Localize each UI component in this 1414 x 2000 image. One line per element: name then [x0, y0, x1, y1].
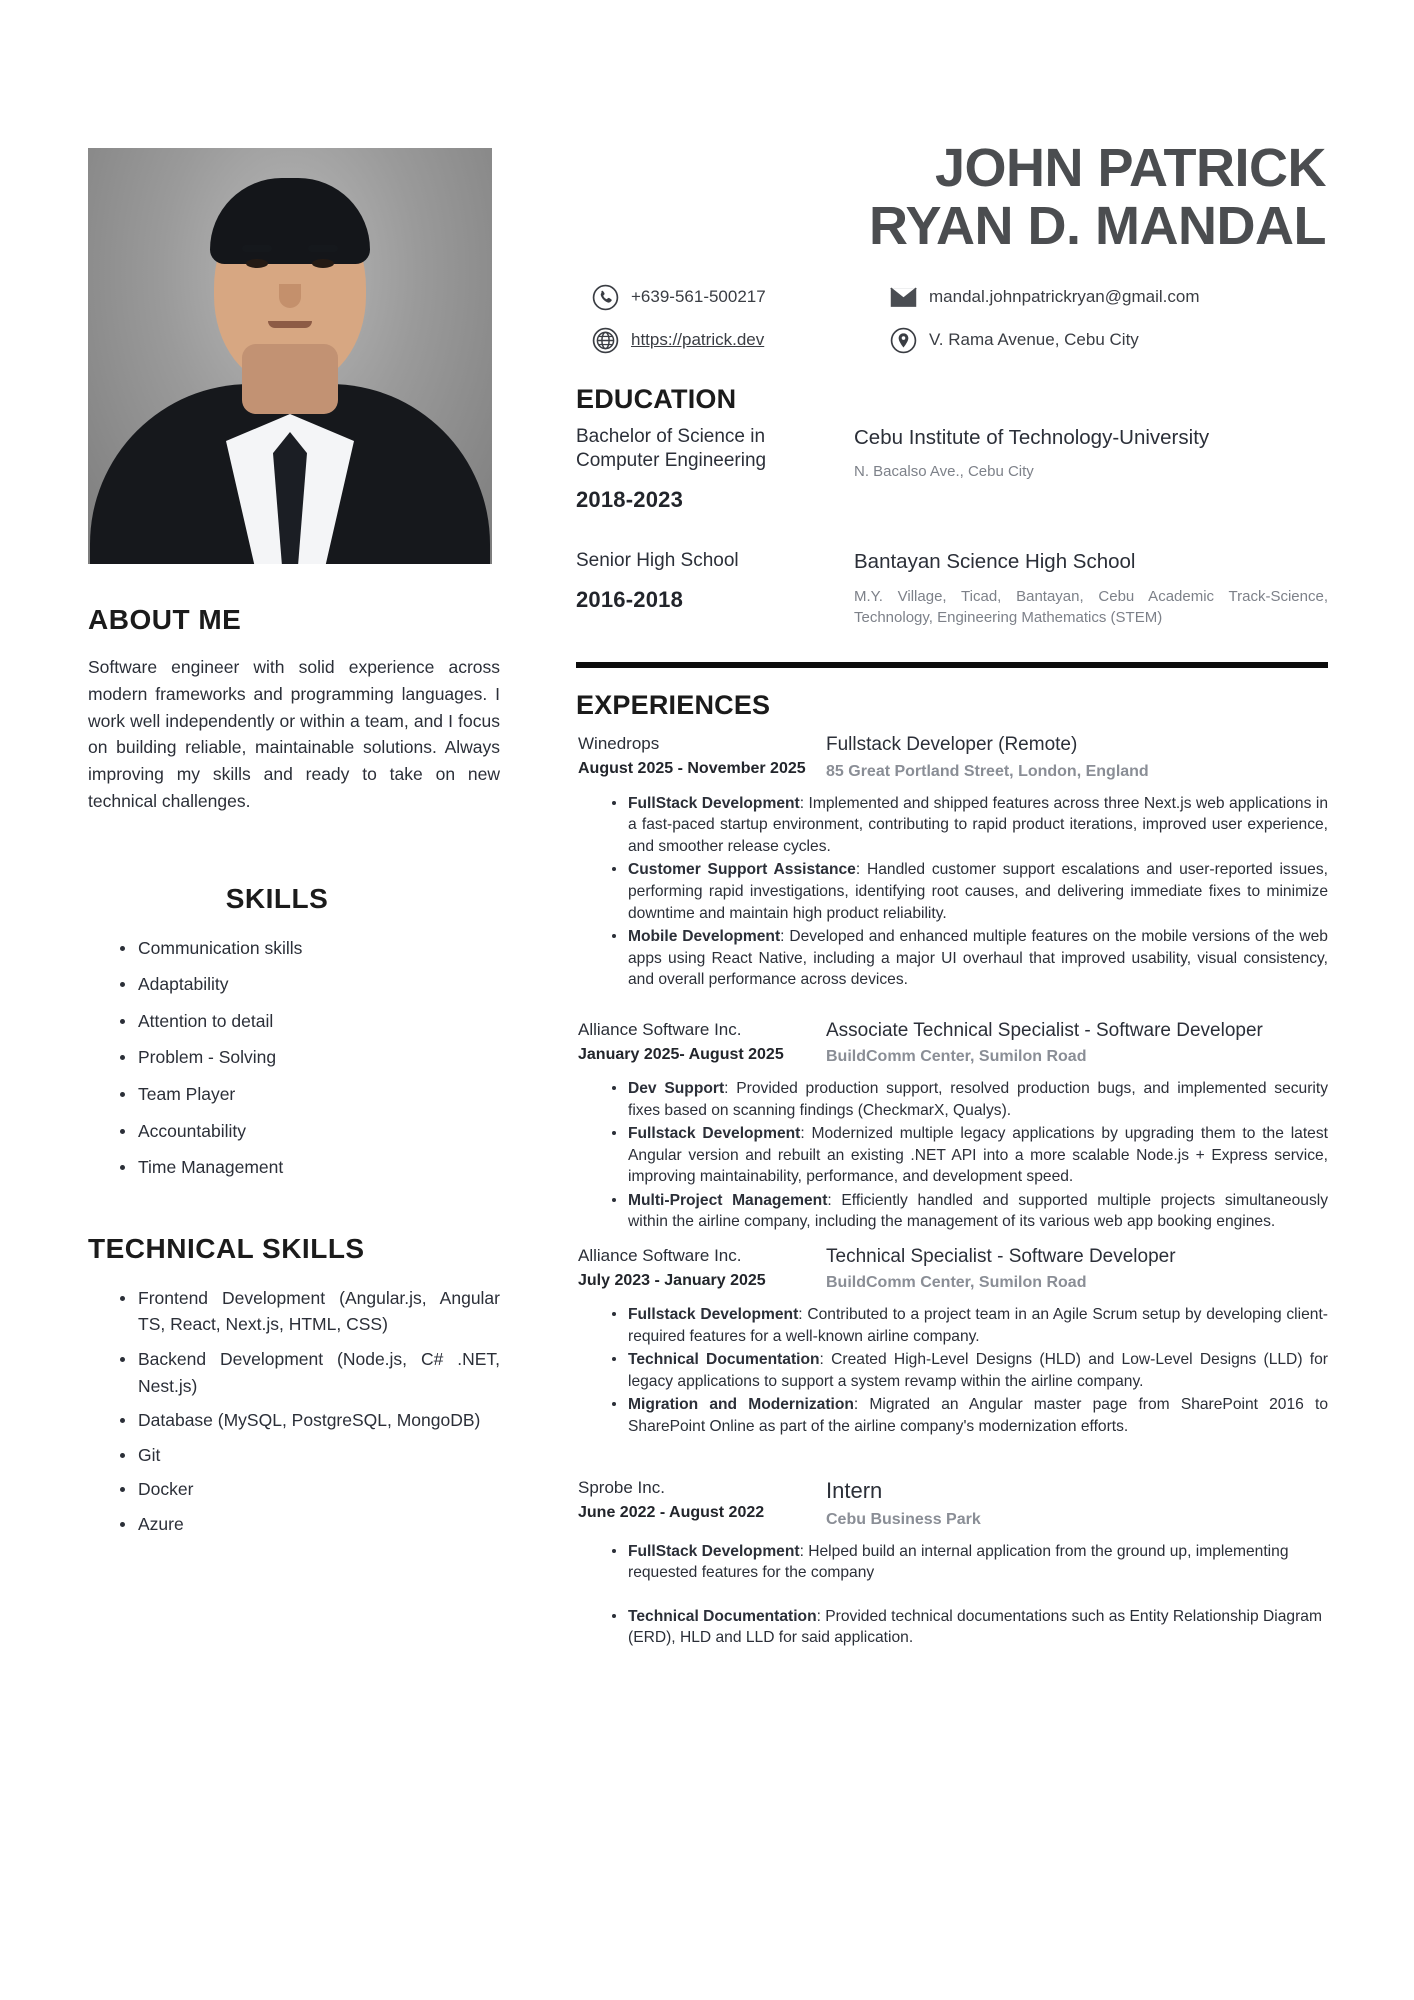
bullet-sep: :: [724, 1080, 737, 1098]
bullet-text: Provided technical documentations such as Entity Relationship Diagram (ERD), HLD and LLD for said application.: [628, 1607, 1322, 1647]
experience-company: Winedrops: [578, 734, 660, 754]
email-icon: [890, 284, 917, 311]
photo-neck: [242, 344, 338, 414]
experience-location: Cebu Business Park: [826, 1510, 981, 1528]
bullet-sep: :: [800, 1125, 812, 1143]
list-item: Azure: [120, 1511, 500, 1538]
photo-eye-right: [312, 259, 334, 268]
bullet-sep: :: [819, 1351, 832, 1369]
contact-email: [890, 284, 1328, 311]
bullet-text: Developed and enhanced multiple features on the mobile versions of the web apps using React Native, including a major UI overhaul that improved usability, visual consistency, and overall performance across devices.: [628, 928, 1328, 989]
bullet-label: Mobile Development: [628, 928, 781, 946]
experience-bullets-3: [576, 1304, 1328, 1437]
bullet-label: Fullstack Development: [628, 1306, 799, 1324]
contact-info: [576, 284, 1328, 354]
section-divider: [576, 662, 1328, 668]
list-item: [612, 1078, 1328, 1121]
bullet-sep: :: [780, 928, 790, 946]
bullet-label: FullStack Development: [628, 1542, 800, 1560]
bullet-label: Dev Support: [628, 1080, 725, 1098]
spacer: [576, 1439, 1328, 1465]
experience-dates: July 2023 - January 2025: [578, 1271, 766, 1289]
bullet-sep: :: [816, 1607, 826, 1625]
bullet-sep: :: [827, 1191, 842, 1209]
profile-photo: [88, 148, 492, 564]
experience-location: 85 Great Portland Street, London, England: [826, 763, 1149, 781]
contact-address-text: V. Rama Avenue, Cebu City: [929, 330, 1139, 350]
name-line-1: JOHN PATRICK: [934, 138, 1326, 198]
list-item: Communication skills: [120, 935, 500, 962]
bullet-label: Customer Support Assistance: [628, 861, 856, 879]
phone-icon: [592, 284, 619, 311]
bullet-text: Handled customer support escalations and user-reported issues, performing rapid investigations, identifying root causes, and delivering immediate fixes to minimize downtime and maintain high product reliability.: [628, 861, 1328, 922]
bullet-text: Efficiently handled and supported multiple projects simultaneously within the airline company, including the management of its various web app booking engines.: [628, 1191, 1329, 1231]
bullet-sep: :: [798, 1306, 808, 1324]
experience-header-2: [576, 1019, 1328, 1069]
photo-hair: [210, 178, 370, 264]
skills-list: [88, 935, 500, 1181]
experience-bullets-4: [576, 1541, 1328, 1649]
experience-header-3: [576, 1245, 1328, 1295]
contact-website-text[interactable]: https://patrick.dev: [631, 330, 765, 350]
list-item: [612, 1394, 1328, 1437]
about-me-text: Software engineer with solid experience across modern frameworks and programming languages. I work well independently or within a team, and I focus on building reliable, maintainable solutions. Always improving my skills and ready to take on new technical challenges.: [88, 657, 500, 811]
location-pin-icon: [890, 327, 917, 354]
contact-website[interactable]: [592, 327, 890, 354]
contact-phone: [592, 284, 890, 311]
experience-left-3: [578, 1245, 816, 1295]
experience-dates: August 2025 - November 2025: [578, 760, 806, 778]
photo-eye-left: [246, 259, 268, 268]
experiences-heading: EXPERIENCES: [576, 690, 771, 721]
education-years: 2016-2018: [576, 587, 684, 613]
experience-left-1: [578, 733, 816, 783]
list-item: Problem - Solving: [120, 1044, 500, 1071]
bullet-sep: :: [799, 1542, 809, 1560]
education-right-1: [854, 425, 1328, 514]
technical-skills-list: [88, 1285, 500, 1538]
list-item: Frontend Development (Angular.js, Angular TS, React, Next.js, HTML, CSS): [120, 1285, 500, 1338]
experience-role: Intern: [826, 1478, 883, 1504]
experience-company: Alliance Software Inc.: [578, 1245, 742, 1265]
list-item: Team Player: [120, 1081, 500, 1108]
education-school: Bantayan Science High School: [854, 550, 1136, 574]
bullet-sep: :: [799, 794, 809, 812]
education-right-2: [854, 549, 1328, 628]
list-item: [612, 1123, 1328, 1188]
bullet-text: Modernized multiple legacy applications by upgrading them to the latest Angular version and rebuilt an existing .NET API into a more scalable Node.js + Express service, improving maintainability, performance, and development speed.: [628, 1125, 1328, 1186]
experience-role: Fullstack Developer (Remote): [826, 734, 1078, 756]
bullet-sep: :: [853, 1396, 870, 1414]
experience-company: Alliance Software Inc.: [578, 1019, 742, 1039]
bullet-text: Implemented and shipped features across three Next.js web applications in a fast-paced startup environment, contributing to rapid product iterations, improved user experience, and smoother release cycles.: [628, 794, 1329, 855]
name-line-2: RYAN D. MANDAL: [868, 195, 1326, 256]
education-left-1: [576, 425, 826, 514]
experience-role: Associate Technical Specialist - Software Developer: [826, 1019, 1263, 1041]
education-heading: EDUCATION: [576, 383, 737, 414]
spacer: [576, 993, 1328, 1007]
list-item: [612, 793, 1328, 858]
contact-address: [890, 327, 1328, 354]
education-entry-1: [576, 425, 1328, 514]
experience-role: Technical Specialist - Software Developer: [826, 1245, 1176, 1267]
page-title: [576, 140, 1328, 256]
experience-right-4: [826, 1477, 1328, 1530]
bullet-text: Helped build an internal application from the ground up, implementing requested features for the company: [628, 1542, 1289, 1582]
experience-bullets-1: [576, 793, 1328, 991]
experience-company: Sprobe Inc.: [578, 1478, 665, 1498]
list-item: Git: [120, 1442, 500, 1469]
bullet-sep: :: [855, 861, 867, 879]
list-item: Docker: [120, 1476, 500, 1503]
education-address: M.Y. Village, Ticad, Bantayan, Cebu Academic Track-Science, Technology, Engineering Mathematics (STEM): [854, 587, 1328, 627]
technical-skills-heading: TECHNICAL SKILLS: [88, 1232, 365, 1264]
left-sidebar: [88, 148, 500, 1546]
list-item: Database (MySQL, PostgreSQL, MongoDB): [120, 1407, 500, 1434]
bullet-text: Migrated an Angular master page from SharePoint 2016 to SharePoint Online as part of the airline company's modernization efforts.: [628, 1396, 1328, 1435]
education-school: Cebu Institute of Technology-University: [854, 425, 1210, 449]
list-item: [612, 859, 1328, 924]
list-item: [612, 926, 1328, 991]
photo-brow-left: [242, 245, 272, 252]
experience-left-4: [578, 1477, 816, 1530]
experience-dates: June 2022 - August 2022: [578, 1504, 765, 1522]
education-entry-2: [576, 549, 1328, 628]
bullet-text: Provided production support, resolved production bugs, and implemented security fixes based on scanning findings (CheckmarX, Qualys).: [628, 1080, 1328, 1119]
experience-bullets-2: [576, 1078, 1328, 1233]
bullet-label: Technical Documentation: [628, 1607, 817, 1625]
experience-location: BuildComm Center, Sumilon Road: [826, 1274, 1087, 1292]
contact-email-text: mandal.johnpatrickryan@gmail.com: [929, 287, 1200, 307]
list-item: [612, 1190, 1328, 1233]
experience-right-2: [826, 1019, 1328, 1069]
main-content: [576, 140, 1328, 1651]
list-item: Accountability: [120, 1118, 500, 1145]
list-item: [612, 1606, 1328, 1649]
education-address: N. Bacalso Ave., Cebu City: [854, 463, 1034, 481]
education-degree: Bachelor of Science in Computer Engineering: [576, 425, 767, 471]
list-item: [612, 1349, 1328, 1392]
contact-phone-text: +639-561-500217: [631, 287, 766, 307]
list-item: Time Management: [120, 1154, 500, 1181]
bullet-label: Technical Documentation: [628, 1351, 820, 1369]
experience-location: BuildComm Center, Sumilon Road: [826, 1048, 1087, 1066]
list-item: [612, 1541, 1328, 1584]
education-left-2: [576, 549, 826, 628]
experience-header-4: [576, 1477, 1328, 1530]
experience-dates: January 2025- August 2025: [578, 1045, 784, 1063]
photo-mouth: [268, 321, 312, 328]
experience-right-3: [826, 1245, 1328, 1295]
list-item: [612, 1304, 1328, 1347]
photo-brow-right: [308, 245, 338, 252]
bullet-label: Fullstack Development: [628, 1125, 801, 1143]
bullet-label: FullStack Development: [628, 794, 800, 812]
education-years: 2018-2023: [576, 487, 684, 513]
education-degree: Senior High School: [576, 550, 739, 572]
bullet-label: Multi-Project Management: [628, 1191, 828, 1209]
experience-header-1: [576, 733, 1328, 783]
list-item: Attention to detail: [120, 1008, 500, 1035]
bullet-text: Contributed to a project team in an Agile Scrum setup by developing client-required features for a well-known airline company.: [628, 1306, 1328, 1345]
list-item: Adaptability: [120, 971, 500, 998]
globe-icon: [592, 327, 619, 354]
skills-heading: SKILLS: [225, 882, 329, 914]
photo-nose: [279, 284, 301, 308]
bullet-text: Created High-Level Designs (HLD) and Low-Level Designs (LLD) for legacy applications to support a system revamp within the airline company.: [628, 1351, 1328, 1390]
experience-left-2: [578, 1019, 816, 1069]
experience-right-1: [826, 733, 1328, 783]
about-me-heading: ABOUT ME: [88, 604, 242, 635]
list-item: Backend Development (Node.js, C# .NET, Nest.js): [120, 1346, 500, 1399]
bullet-label: Migration and Modernization: [628, 1396, 854, 1414]
